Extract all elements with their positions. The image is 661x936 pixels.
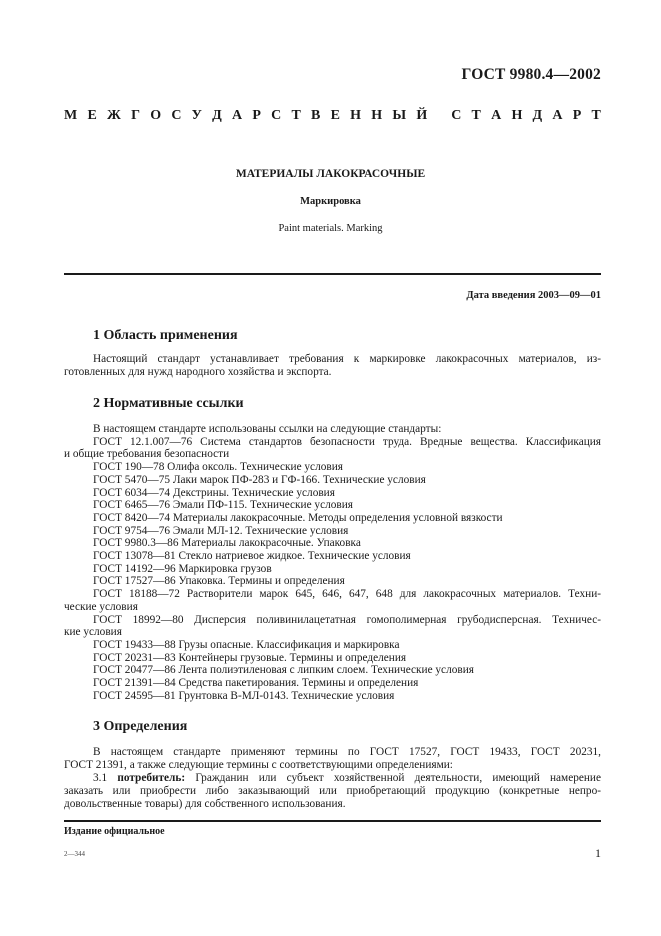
banner-letter: М (64, 108, 78, 123)
reference-item: ГОСТ 21391—84 Средства пакетирования. Термины и определения (93, 677, 419, 690)
banner-letter: С (171, 108, 182, 123)
banner-letter: Д (212, 108, 222, 123)
reference-item: ГОСТ 20231—83 Контейнеры грузовые. Термины и определения (93, 651, 407, 664)
reference-item-continuation: кие условия (64, 626, 122, 639)
reference-item: ГОСТ 24595—81 Грунтовка В-МЛ-0143. Технические условия (93, 689, 395, 702)
definition-3-1 (64, 772, 601, 785)
section-1-heading: 1 Область применения (93, 328, 238, 343)
banner-letter: Е (330, 108, 340, 123)
reference-item: ГОСТ 20477—86 Лента полиэтиленовая с липким слоем. Технические условия (93, 664, 474, 677)
page-number: 1 (595, 846, 601, 860)
banner-letter: С (451, 108, 462, 123)
banner-letter: А (491, 108, 502, 123)
reference-item-continuation: и общие требования безопасности (64, 448, 230, 461)
reference-item: ГОСТ 13078—81 Стекло натриевое жидкое. Технические условия (93, 550, 411, 563)
official-edition-label: Издание официальное (64, 826, 165, 837)
banner-letter: Е (87, 108, 97, 123)
section-3-heading: 3 Определения (93, 719, 188, 734)
banner-letter: Н (371, 108, 383, 123)
document-subtitle: Маркировка (300, 196, 361, 207)
banner-letter: С (271, 108, 282, 123)
banner-letter: О (150, 108, 162, 123)
title-divider (64, 273, 601, 275)
document-title: МАТЕРИАЛЫ ЛАКОКРАСОЧНЫЕ (235, 168, 426, 180)
reference-item: ГОСТ 12.1.007—76 Система стандартов безопасности труда. Вредные вещества. Классификация (93, 435, 601, 448)
reference-item: ГОСТ 8420—74 Материалы лакокрасочные. Методы определения условной вязкости (93, 511, 503, 524)
banner-letter: А (552, 108, 563, 123)
reference-item: ГОСТ 190—78 Олифа оксоль. Технические условия (93, 461, 343, 474)
print-code: 2—344 (64, 850, 85, 858)
reference-item: ГОСТ 5470—75 Лаки марок ПФ-283 и ГФ-166. Технические условия (93, 473, 426, 486)
banner-letter: Н (350, 108, 362, 123)
reference-item: ГОСТ 18992—80 Дисперсия поливинилацетатная гомополимерная грубодисперсная. Техничес- (93, 613, 601, 626)
footer-divider (64, 820, 601, 822)
normative-references-list (64, 423, 601, 702)
banner-letter: Д (532, 108, 543, 123)
banner-letter: Ы (392, 108, 407, 123)
definitions-intro-line-2: ГОСТ 21391, а также следующие термины с соответствующими определениями: (64, 759, 453, 771)
references-intro: В настоящем стандарте использованы ссылки на следующие стандарты: (93, 423, 442, 435)
banner-letter: Г (131, 108, 140, 123)
reference-item: ГОСТ 6034—74 Декстрины. Технические условия (93, 486, 335, 499)
definition-line-3: довольственные товары) для собственного использования. (64, 798, 346, 810)
reference-item-continuation: ческие условия (64, 600, 138, 613)
banner-letter: Т (591, 108, 601, 123)
gost-number: ГОСТ 9980.4—2002 (461, 66, 601, 83)
banner-letter: Т (291, 108, 301, 123)
banner-letter: У (191, 108, 202, 123)
introduction-date: Дата введения 2003—09—01 (466, 290, 601, 301)
definition-number: 3.1 (93, 772, 108, 784)
section-1-line-1: Настоящий стандарт устанавливает требования к маркировке лакокрасочных материалов, из- (93, 353, 601, 365)
definitions-text (64, 746, 601, 811)
banner-letter: Р (252, 108, 261, 123)
reference-item: ГОСТ 9980.3—86 Материалы лакокрасочные. Упаковка (93, 537, 361, 550)
banner-letter: Н (511, 108, 523, 123)
reference-item: ГОСТ 19433—88 Грузы опасные. Классификация и маркировка (93, 638, 400, 651)
section-1-text (64, 353, 601, 379)
reference-item: ГОСТ 6465—76 Эмали ПФ-115. Технические условия (93, 499, 353, 512)
banner-letter: Й (416, 108, 428, 123)
banner-letter (437, 108, 441, 124)
banner-letter: А (232, 108, 243, 123)
banner-letter: Т (471, 108, 481, 123)
definition-first-line: Гражданин или субъект хозяйственной деятельности, имеющий намерение (185, 772, 601, 784)
reference-item: ГОСТ 14192—96 Маркировка грузов (93, 562, 272, 575)
definition-term: потребитель: (117, 772, 186, 784)
reference-item: ГОСТ 9754—76 Эмали МЛ-12. Технические условия (93, 524, 349, 537)
banner-letter: В (311, 108, 321, 123)
section-1-line-2: готовленных для нужд народного хозяйства и экспорта. (64, 366, 332, 378)
definitions-intro-line-1: В настоящем стандарте применяют термины по ГОСТ 17527, ГОСТ 19433, ГОСТ 20231, (93, 746, 601, 758)
definition-line-2: заказать или приобрести либо заказывающий или приобретающий продукцию (конкретные непро- (64, 785, 601, 797)
banner-letter: Ж (107, 108, 121, 123)
banner-letter: Р (572, 108, 582, 123)
section-2-heading: 2 Нормативные ссылки (93, 396, 244, 411)
interstate-standard-banner (64, 108, 601, 124)
english-title: Paint materials. Marking (278, 223, 383, 234)
reference-item: ГОСТ 18188—72 Растворители марок 645, 646, 647, 648 для лакокрасочных материалов. Техни- (93, 588, 601, 601)
reference-item: ГОСТ 17527—86 Упаковка. Термины и определения (93, 575, 345, 588)
